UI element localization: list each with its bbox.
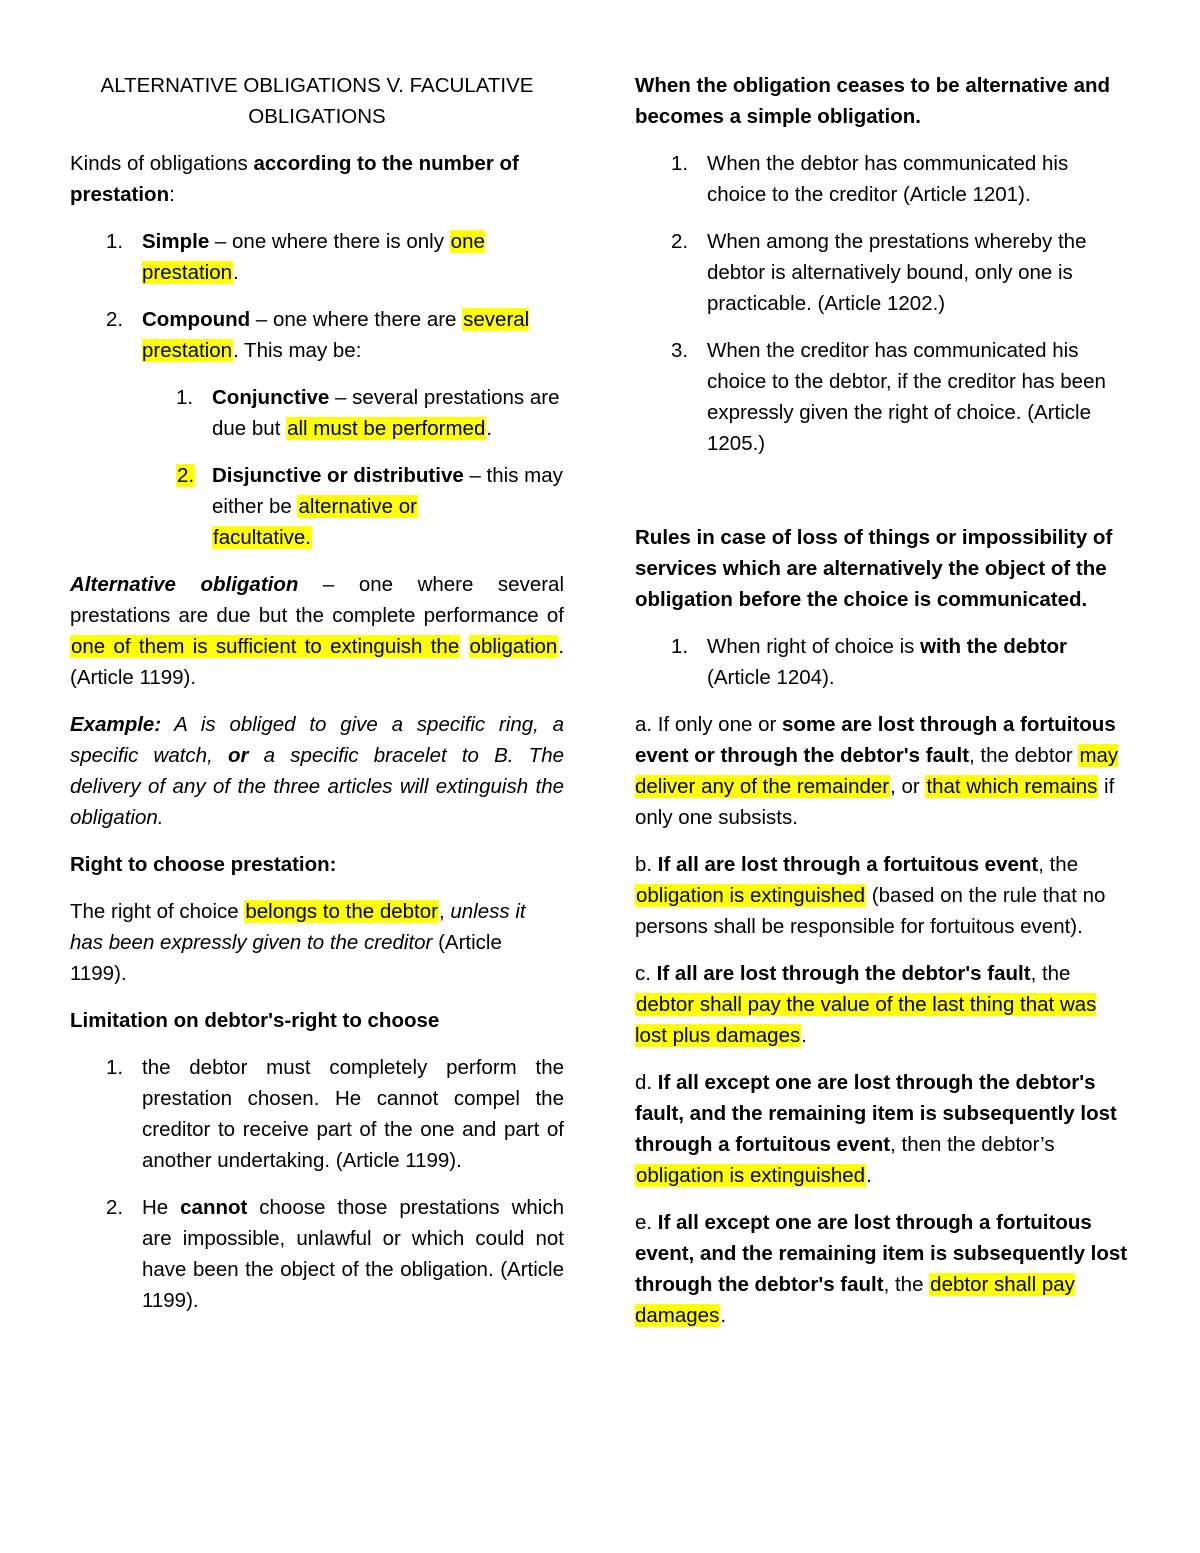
list-item-compound [70,304,564,366]
list-text: When the debtor has communicated his choice to the creditor (Article 1201). [707,152,1069,206]
rule-a [635,709,1131,833]
rule-d-pre: d. [635,1071,658,1094]
rule-b-text-2: (based on the rule that no persons shall be responsible for fortuitous event). [635,884,1106,938]
rule-e-text-2: . [720,1304,727,1327]
rule-a-pre: a. If only one or [635,713,783,736]
choice-italic: unless it has been expressly given to the creditor [70,900,526,954]
term-alternative-obligation: Alternative obligation [70,573,299,596]
kinds-bold: according to the number of prestation [70,152,519,206]
list-item-disjunctive [70,460,564,553]
heading-text: Right to choose prestation: [70,853,337,876]
highlight-obligation-extinguished: obligation is extinguished [636,884,866,907]
rule-e-bold: If all except one are lost through a fortuitous event, and the remaining item is subsequently lost through the debtor's fault [635,1211,1128,1296]
list-text [142,1192,564,1316]
rule-b-text-1: , the [1038,853,1079,876]
highlight-may-deliver: may deliver any of the remainder [635,744,1119,798]
list-item-conjunctive [70,382,564,444]
highlight-sufficient: one of them is sufficient to extinguish the [71,635,460,658]
spacer [635,475,1131,522]
highlight-obligation: obligation [469,635,558,658]
list-number: 1. [176,386,194,409]
rule-e [635,1207,1131,1331]
limitation-item-1 [70,1052,564,1176]
highlight-pay-damages: debtor shall pay damages [635,1273,1075,1327]
list-number: 3. [671,339,689,362]
rule-b-bold: If all are lost through a fortuitous event [657,853,1039,876]
list-text [212,460,564,553]
compound-end: . This may be: [233,339,362,362]
list-number: 1. [671,635,689,658]
ceases-item-2 [635,226,1131,319]
heading-text: Limitation on debtor's-right to choose [70,1009,440,1032]
rule-e-text-1: , the [883,1273,930,1296]
highlight-several-prestation: several prestation [142,308,530,362]
highlight-all-must-be-performed: all must be performed [287,417,486,440]
example-or: or [227,744,249,767]
rules-item-1 [635,631,1131,693]
list-text: When among the prestations whereby the debtor is alternatively bound, only one is practicable. (Article 1202.) [707,230,1087,315]
list-number: 1. [106,1056,124,1079]
choice-text-1: The right of choice [70,900,245,923]
lim2-bold: cannot [180,1196,248,1219]
list-number: 2. [671,230,689,253]
limitation-heading [70,1005,564,1036]
list-number: 2. [106,308,124,331]
rule-a-text-3: if only one subsists. [635,775,1115,829]
rule-a-bold: some are lost through a fortuitous event or through the debtor's fault [635,713,1116,767]
rule-d-bold: If all except one are lost through the debtor's fault, and the remaining item is subsequently lost through a fortuitous event [635,1071,1117,1156]
disjunctive-text: – this may either be [212,464,563,518]
rules-heading [635,522,1131,615]
rule-b-pre: b. [635,853,658,876]
highlight-pay-value: debtor shall pay the value of the last thing that was lost plus damages [635,993,1097,1047]
choice-text-3: (Article 1199). [70,931,502,985]
alternative-obligation-paragraph [70,569,564,693]
rule-b [635,849,1131,942]
rule-c-text-2: . [801,1024,807,1047]
term-simple: Simple [142,230,210,253]
highlight-that-which-remains: that which remains [926,775,1098,798]
rule-d [635,1067,1131,1191]
term-conjunctive: Conjunctive [212,386,330,409]
r1-text-1: When right of choice is [707,635,921,658]
right-of-choice-paragraph [70,896,564,989]
right-column [635,70,1131,1347]
kinds-post: : [169,183,175,206]
list-number: 1. [671,152,689,175]
rule-d-text-1: , then the debtor’s [890,1133,1055,1156]
list-text: the debtor must completely perform the prestation chosen. He cannot compel the creditor to receive part of the one and part of another undertaking. (Article 1199). [142,1056,564,1172]
alt-end: . (Article 1199). [70,635,565,689]
highlight-facultative: facultative. [213,526,311,549]
ceases-heading [635,70,1131,132]
conjunctive-text: – several prestations are due but [212,386,560,440]
list-number: 2. [106,1196,124,1219]
list-text [707,631,1131,693]
right-to-choose-heading [70,849,564,880]
rule-c-bold: If all are lost through the debtor's fault [656,962,1031,985]
compound-text: – one where there are [250,308,463,331]
highlight-obligation-extinguished: obligation is extinguished [636,1164,866,1187]
highlight-alternative-or: alternative or [298,495,417,518]
rule-e-pre: e. [635,1211,658,1234]
list-text [212,382,564,444]
simple-text: – one where there is only [209,230,450,253]
example-label: Example: [70,713,162,736]
rule-a-text-1: , the debtor [969,744,1079,767]
list-number [176,460,212,553]
r1-text-2: (Article 1204). [707,666,835,689]
term-disjunctive: Disjunctive or distributive [212,464,464,487]
term-compound: Compound [142,308,251,331]
alt-text: – one where several prestations are due but the complete performance of [70,573,564,627]
list-number: 1. [106,230,124,253]
example-paragraph [70,709,564,833]
example-text-1: A is obliged to give a specific ring, a specific watch, [70,713,564,767]
heading-text: When the obligation ceases to be alternative and becomes a simple obligation. [635,74,1111,128]
left-column [70,70,564,1332]
ceases-item-1 [635,148,1131,210]
highlight-one-prestation: one prestation [142,230,485,284]
list-text [142,226,564,288]
list-item-simple [70,226,564,288]
rule-a-text-2: , or [890,775,926,798]
simple-end: . [233,261,239,284]
highlight-number: 2. [177,464,195,487]
lim2-text-1: He [142,1196,181,1219]
rule-c [635,958,1131,1051]
ceases-item-3 [635,335,1131,459]
highlight-belongs-to-debtor: belongs to the debtor [245,900,438,923]
list-text [142,304,564,366]
r1-bold: with the debtor [920,635,1067,658]
list-text: When the creditor has communicated his choice to the debtor, if the creditor has been expressly given the right of choice. (Article 1205.) [707,339,1106,455]
kinds-pre: Kinds of obligations [70,152,254,175]
kinds-paragraph [70,148,564,210]
document-title [70,70,564,132]
title-line-1: ALTERNATIVE OBLIGATIONS V. FACULATIVE [100,74,534,97]
lim2-text-2: choose those prestations which are impossible, unlawful or which could not have been the object of the obligation. (Article 1199). [142,1196,564,1312]
example-text-2: a specific bracelet to B. The delivery of any of the three articles will extinguish the obligation. [70,744,565,829]
conjunctive-end: . [486,417,493,440]
rule-c-pre: c. [635,962,657,985]
limitation-item-2 [70,1192,564,1316]
heading-text: Rules in case of loss of things or impossibility of services which are alternatively the object of the obligation before the choice is communicated. [635,526,1113,611]
title-line-2: OBLIGATIONS [248,105,386,128]
rule-d-text-2: . [866,1164,872,1187]
choice-text-2: , [438,900,451,923]
rule-c-text-1: , the [1030,962,1071,985]
